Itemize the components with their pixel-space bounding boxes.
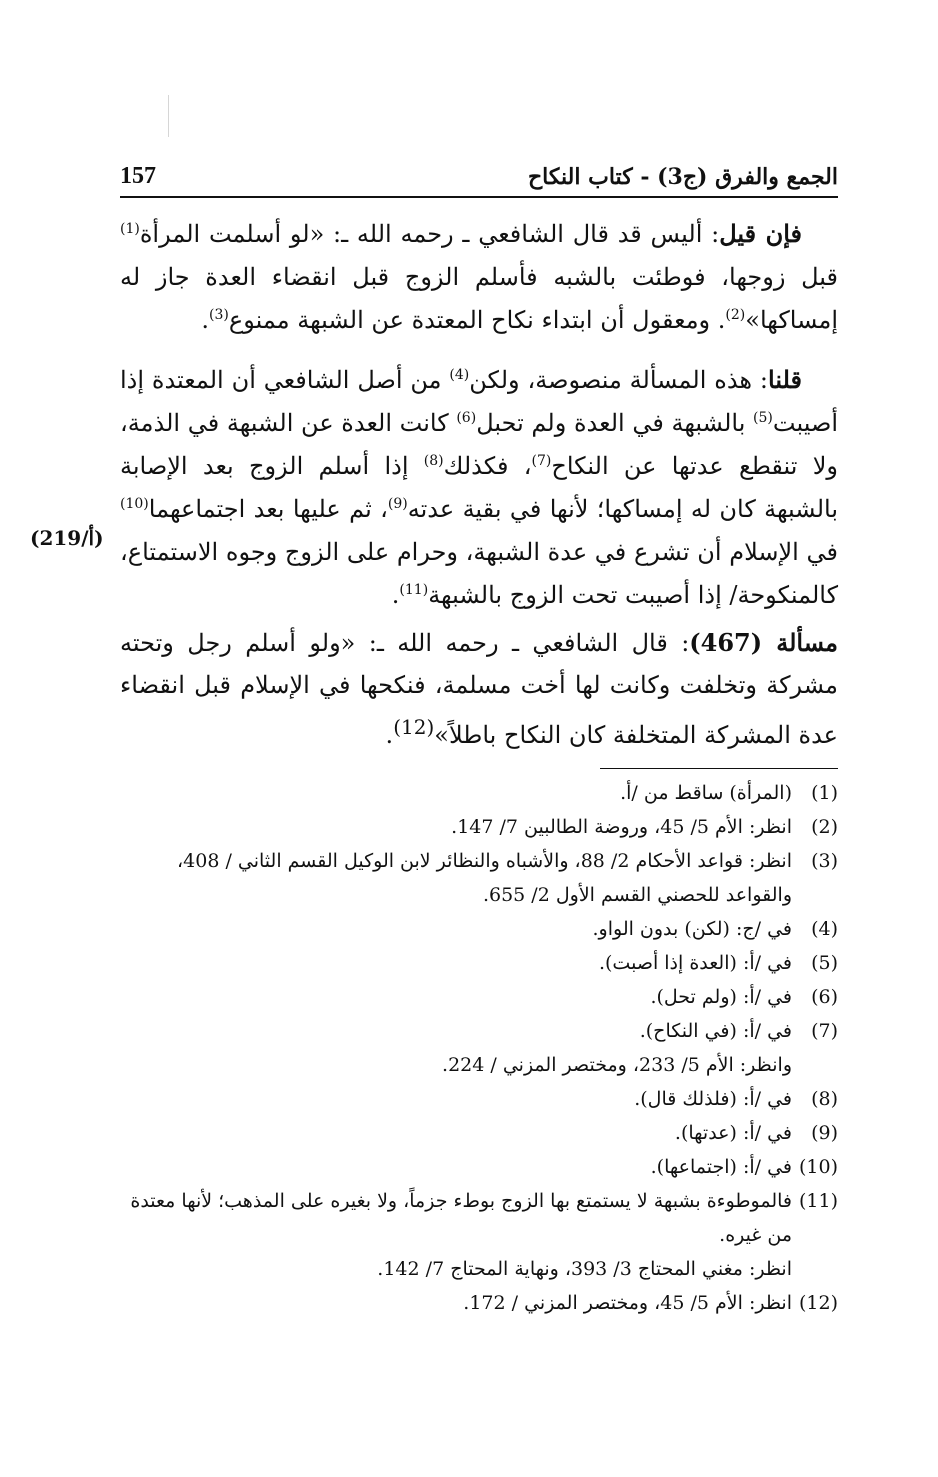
footnote-row [120,810,838,844]
footnote-row [120,980,838,1014]
footnote-number: (1) [811,782,838,804]
footnote-number: (12) [798,1292,838,1314]
footnote-ref-3: (3) [209,307,229,323]
footnote-ref-12: (12) [393,715,435,739]
footnote-ref-11: (11) [399,582,429,598]
text-segment: . [391,581,400,609]
running-title: الجمع والفرق (ج3) - كتاب النكاح [527,164,838,190]
footnote-number: (4) [811,918,838,940]
footnote-row [120,776,838,810]
paragraph-answer [120,358,838,617]
footnote-number: (10) [798,1156,838,1178]
footnote-ref-4: (4) [449,367,470,383]
footnote-item [120,980,838,1014]
footnote-ref-6: (6) [456,410,477,426]
footnote-number: (3) [811,850,838,872]
footnote-text: في /ج: (لكن) بدون الواو. [592,918,792,940]
footnote-row [120,1116,838,1150]
footnote-ref-8: (8) [423,453,444,469]
footnote-ref-5: (5) [753,410,773,426]
text-segment: من أصل الشافعي أن المعتدة إذا أصيبت [120,366,838,437]
footnote-continuation: انظر: مغني المحتاج 3/ 393، ونهاية المحتاج 7/ 142. [377,1258,792,1280]
footnote-item [120,1184,838,1286]
manuscript-folio-marker: (219/أ) [30,526,104,550]
text-segment: . [385,721,394,749]
footnote-text: في /أ: (ولم تحل). [650,986,792,1008]
footnote-number: (9) [811,1122,838,1144]
text-segment: إذا أسلم الزوج بعد الإصابة بالشبهة كان له إمساكها؛ لأنها في بقية عدته [120,452,839,523]
footnote-item [120,946,838,980]
footnote-item [120,1082,838,1116]
footnote-text: انظر: قواعد الأحكام 2/ 88، والأشباه والنظائر لابن الوكيل القسم الثاني / 408، والقواعد للحصني القسم الأول 2/ 655. [177,850,792,906]
text-segment: : هذه المسألة منصوصة، ولكن [469,366,769,394]
footnote-continuation: وانظر: الأم 5/ 233، ومختصر المزني / 224. [442,1054,792,1076]
footnote-ref-9: (9) [387,496,408,512]
text-segment: ، فكذلك [443,452,532,480]
issue-467 [120,622,838,756]
footnote-number: (7) [811,1020,838,1042]
footnote-text: في /أ: (في النكاح). [639,1020,792,1042]
footnote-item [120,776,838,810]
footnote-item [120,844,838,912]
page-header [120,148,838,198]
issue-heading: مسألة (467) [689,628,839,657]
footnote-item [120,1150,838,1184]
footnote-row [120,1150,838,1184]
footnote-ref-7: (7) [531,453,552,469]
footnote-row [120,1286,838,1320]
footnote-ref-2: (2) [725,307,746,323]
text-segment: في الإسلام أن تشرع في عدة الشبهة، وحرام على الزوج وجوه الاستمتاع، كالمنكوحة/ إذا أصيبت تحت الزوج بالشبهة [120,538,838,609]
text-segment: قبل زوجها، فوطئت بالشبه فأسلم الزوج قبل انقضاء العدة جاز له إمساكها» [120,263,838,334]
footnote-number: (5) [811,952,838,974]
footnote-row [120,844,838,912]
footnote-number: (8) [811,1088,838,1110]
footnote-text: في /أ: (العدة إذا أصبت). [598,952,792,974]
text-segment: بالشبهة في العدة ولم تحبل [476,409,754,437]
footnote-row [120,1014,838,1048]
text-segment: : أليس قد قال الشافعي ـ رحمه الله ـ: «لو أسلمت المرأة [139,220,720,248]
footnote-item [120,1014,838,1082]
main-text [120,212,838,633]
footnote-row [120,912,838,946]
footnote-number: (2) [811,816,838,838]
scan-artifact-line [168,95,169,137]
footnote-separator [600,768,838,769]
footnote-item [120,912,838,946]
footnote-text: انظر: الأم 5/ 45، وروضة الطالبين 7/ 147. [451,816,792,838]
footnote-text: فالموطوءة بشبهة لا يستمتع بها الزوج بوطء جزماً، ولا بغيره على المذهب؛ لأنها معتدة من غيره. [130,1190,792,1246]
footnote-number: (6) [811,986,838,1008]
footnote-text: في /أ: (فلذلك قال). [634,1088,792,1110]
footnote-row [120,1082,838,1116]
keyword-answer: قلنا [768,365,802,394]
footnote-ref-10: (10) [120,496,149,512]
text-segment: كانت العدة عن الشبهة في الذمة، ولا تنقطع عدتها عن النكاح [120,409,838,480]
footnote-row [120,946,838,980]
text-segment: ، ثم عليها بعد اجتماعهما [148,495,388,523]
footnote-text: في /أ: (اجتماعها). [650,1156,792,1178]
text-segment: . [201,306,210,334]
footnote-number: (11) [798,1190,838,1212]
footnote-text: في /أ: (عدتها). [674,1122,792,1144]
page-number: 157 [120,163,156,189]
footnote-item [120,1286,838,1320]
footnote-text: (المرأة) ساقط من /أ. [620,782,792,804]
text-segment: : قال الشافعي ـ رحمه الله ـ: «ولو أسلم رجل وتحته مشركة وتخلفت وكانت لها أخت مسلمة، فنكحها في الإسلام قبل انقضاء عدة المشركة المتخلفة كان النكاح باطلاً» [120,629,838,749]
footnotes-list [120,776,838,1320]
footnote-row [120,1184,838,1252]
paragraph-objection [120,212,838,342]
footnote-item [120,810,838,844]
footnote-text: انظر: الأم 5/ 45، ومختصر المزني / 172. [463,1292,792,1314]
footnote-ref-1: (1) [120,221,140,237]
footnote-item [120,1116,838,1150]
keyword-objection: فإن قيل [719,219,802,248]
text-segment: . ومعقول أن ابتداء نكاح المعتدة عن الشبهة ممنوع [228,306,726,334]
